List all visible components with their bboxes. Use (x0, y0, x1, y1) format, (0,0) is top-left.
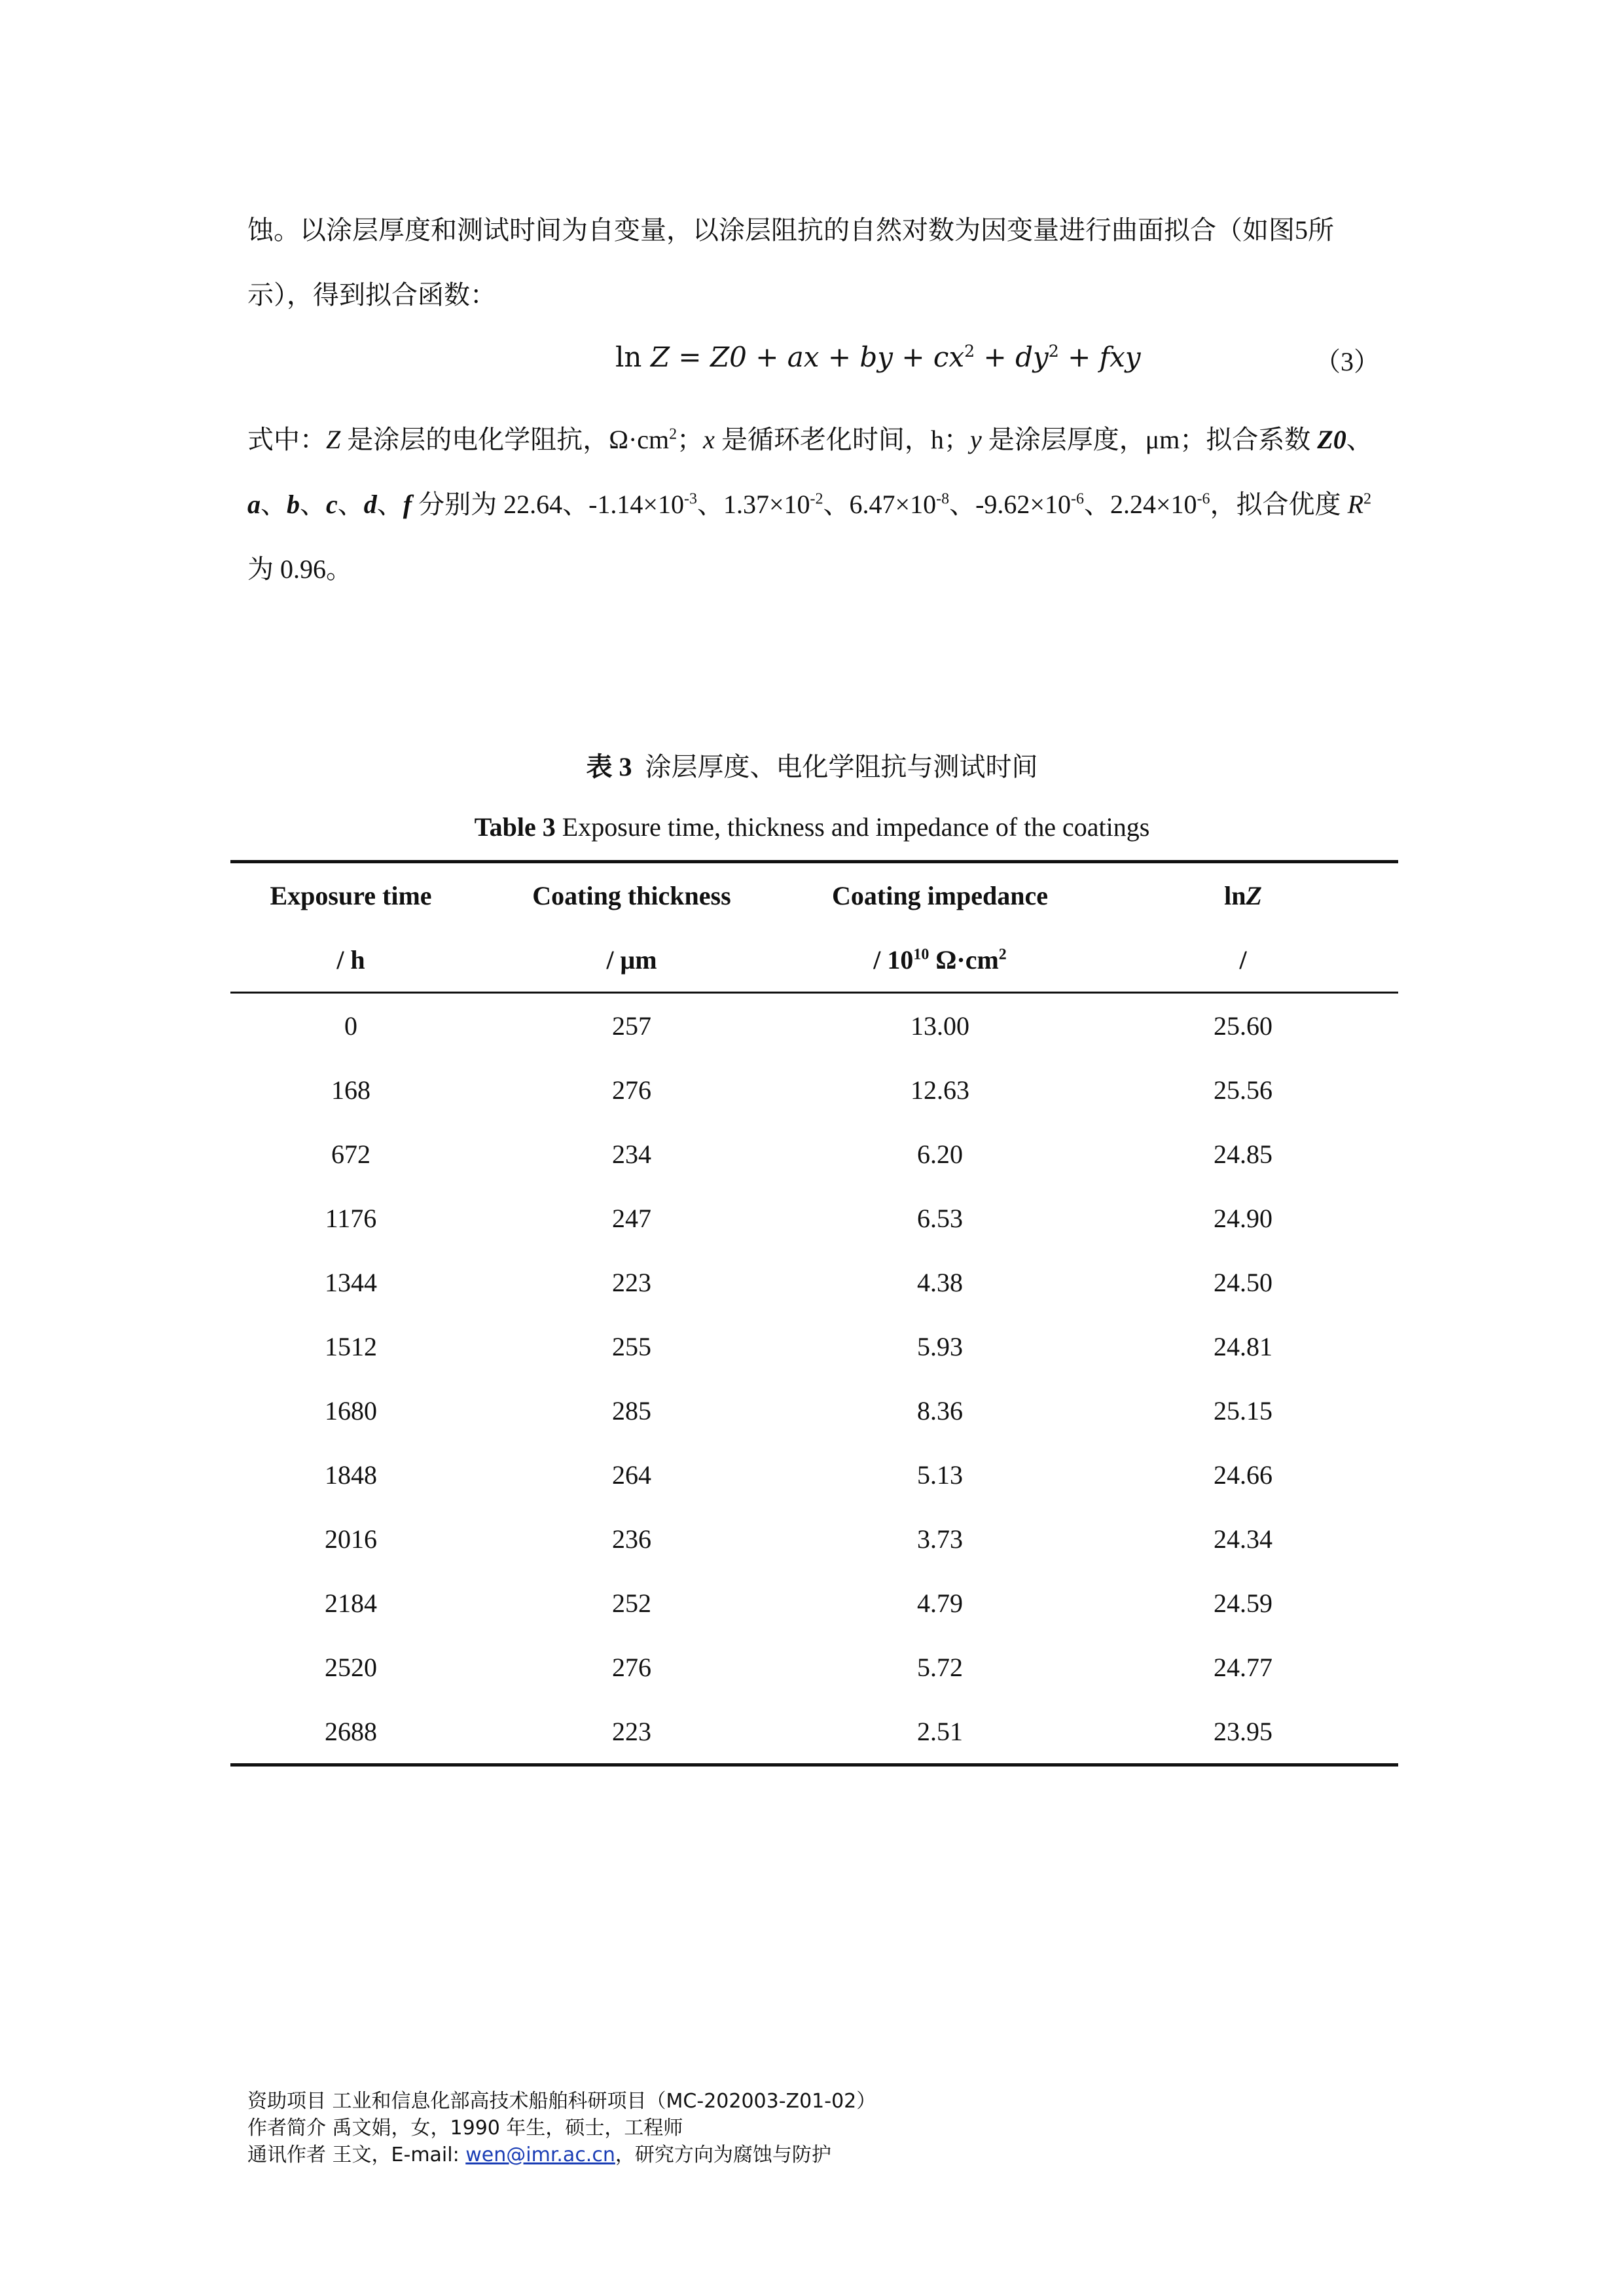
exp-4: -6 (1071, 490, 1084, 508)
eq-equals: = (670, 341, 710, 373)
eq-ax: ax (787, 341, 820, 373)
def-text-12: 为 0.96。 (247, 554, 352, 584)
cell-impedance: 3.73 (917, 1524, 963, 1554)
header-lnz-z: Z (1246, 880, 1262, 910)
cell-impedance: 5.13 (917, 1460, 963, 1490)
unit-impedance-pre: / 10 (873, 944, 914, 975)
unit-hours: / h (230, 927, 471, 993)
cell-impedance: 13.00 (911, 1011, 969, 1041)
table-row (230, 1314, 1398, 1378)
footnote-correspondence-text: 通讯作者 王文，E-mail: (247, 2144, 466, 2166)
footnotes (247, 2088, 876, 2168)
eq-plus-2: + (819, 341, 860, 373)
table-caption-cn-label: 表 3 (586, 752, 632, 781)
coef-f: f (403, 490, 412, 519)
header-exposure-time: Exposure time (230, 862, 471, 928)
sep-5: 、 (376, 490, 403, 519)
cell-exposure-time: 1176 (325, 1203, 377, 1233)
equation-number: （3） (1314, 347, 1380, 376)
cell-exposure-time: 2688 (230, 1699, 471, 1765)
cell-impedance: 2.51 (792, 1699, 1088, 1765)
cell-lnz: 24.59 (1214, 1588, 1272, 1618)
def-y: y (969, 425, 982, 454)
def-z: Z (326, 425, 341, 454)
coef-a: a (247, 490, 261, 519)
unit-impedance-sup: 2 (998, 946, 1007, 963)
cell-lnz: 24.85 (1214, 1139, 1272, 1169)
table-caption-en-label: Table 3 (474, 812, 556, 842)
table-caption-en (0, 812, 1624, 842)
fit-equation (615, 341, 1141, 373)
eq-cx: cx (933, 341, 965, 373)
footnote-research-text: ，研究方向为腐蚀与防护 (615, 2144, 831, 2166)
cell-thickness: 276 (612, 1652, 651, 1682)
cell-thickness: 255 (612, 1331, 651, 1361)
cell-lnz: 25.15 (1214, 1395, 1272, 1426)
cell-impedance: 6.20 (917, 1139, 963, 1169)
cell-thickness: 264 (612, 1460, 651, 1490)
def-text-7: 、1.37×10 (696, 490, 810, 519)
cell-thickness: 276 (612, 1075, 651, 1105)
sep-3: 、 (300, 490, 326, 519)
sep-1: 、 (1346, 425, 1373, 454)
cell-exposure-time: 168 (331, 1075, 370, 1105)
table-caption-cn (0, 746, 1624, 783)
email-link[interactable]: wen@imr.ac.cn (465, 2144, 615, 2166)
def-text-3: ； (677, 425, 704, 454)
def-text-4: 是循环老化时间，h； (714, 425, 970, 454)
cell-lnz: 25.60 (1214, 1011, 1272, 1041)
eq-z: Z (650, 341, 670, 373)
cell-exposure-time: 2520 (325, 1652, 377, 1682)
table-body (230, 993, 1398, 1765)
paragraph-intro: 蚀。以涂层厚度和测试时间为自变量，以涂层阻抗的自然对数为因变量进行曲面拟合（如图5所示），得到拟合函数： (247, 215, 1334, 310)
table-row (230, 1507, 1398, 1571)
cell-exposure-time: 0 (344, 1011, 357, 1041)
cell-exposure-time: 672 (331, 1139, 370, 1169)
sep-2: 、 (261, 490, 287, 519)
cell-lnz: 24.90 (1214, 1203, 1272, 1233)
def-text-11: ，拟合优度 (1210, 490, 1348, 519)
eq-plus-1: + (746, 341, 787, 373)
table-row (230, 1378, 1398, 1443)
cell-lnz: 24.34 (1214, 1524, 1272, 1554)
unit-impedance-post: Ω·cm (929, 944, 999, 975)
table-row (230, 1571, 1398, 1635)
table-row (230, 1122, 1398, 1186)
eq-dy-exp: 2 (1048, 342, 1059, 361)
exp-1: -3 (683, 490, 697, 508)
cell-lnz: 24.77 (1214, 1652, 1272, 1682)
table-units-row (230, 927, 1398, 993)
coef-d: d (363, 490, 377, 519)
footnote-funding: 资助项目 工业和信息化部高技术船舶科研项目（MC-202003-Z01-02） (247, 2090, 876, 2113)
def-text-10: 、2.24×10 (1084, 490, 1197, 519)
def-r-sup: 2 (1363, 490, 1371, 508)
header-lnz (1088, 862, 1398, 928)
cell-thickness: 257 (612, 1011, 651, 1041)
cell-lnz: 23.95 (1088, 1699, 1398, 1765)
header-lnz-ln: ln (1224, 880, 1246, 910)
def-r: R (1347, 490, 1363, 519)
eq-ln: ln (615, 341, 642, 373)
def-text-2-sup: 2 (669, 425, 677, 443)
eq-by: by (859, 341, 893, 373)
table-caption-en-text: Exposure time, thickness and impedance of the coatings (555, 812, 1150, 842)
cell-impedance: 5.72 (917, 1652, 963, 1682)
cell-thickness: 236 (612, 1524, 651, 1554)
cell-exposure-time: 2184 (325, 1588, 377, 1618)
eq-plus-5: + (1058, 341, 1100, 373)
cell-lnz: 24.50 (1214, 1267, 1272, 1297)
def-text-2: 是涂层的电化学阻抗，Ω·cm (340, 425, 670, 454)
cell-impedance: 5.93 (917, 1331, 963, 1361)
data-table (230, 860, 1398, 1767)
table-row (230, 1250, 1398, 1314)
coef-b: b (287, 490, 300, 519)
cell-lnz: 24.81 (1214, 1331, 1272, 1361)
def-text-8: 、6.47×10 (823, 490, 937, 519)
def-x: x (703, 425, 715, 454)
header-coating-impedance: Coating impedance (792, 862, 1088, 928)
cell-exposure-time: 1512 (325, 1331, 377, 1361)
cell-exposure-time: 1848 (325, 1460, 377, 1490)
cell-thickness: 223 (612, 1267, 651, 1297)
table-header-row (230, 862, 1398, 928)
footnote-correspondence (247, 2142, 876, 2168)
footnote-author: 作者简介 禹文娟，女，1990 年生，硕士，工程师 (247, 2117, 683, 2140)
cell-impedance: 8.36 (917, 1395, 963, 1426)
table-row (230, 1699, 1398, 1765)
header-coating-thickness: Coating thickness (471, 862, 792, 928)
coef-c: c (326, 490, 338, 519)
sep-4: 、 (337, 490, 364, 519)
unit-impedance (792, 927, 1088, 993)
cell-impedance: 6.53 (917, 1203, 963, 1233)
eq-z0: Z0 (710, 341, 747, 373)
eq-fxy: fxy (1099, 341, 1141, 373)
table-row (230, 993, 1398, 1058)
cell-exposure-time: 2016 (325, 1524, 377, 1554)
cell-exposure-time: 1680 (325, 1395, 377, 1426)
eq-plus-3: + (893, 341, 933, 373)
cell-lnz: 25.56 (1214, 1075, 1272, 1105)
table-row (230, 1186, 1398, 1250)
cell-thickness: 285 (612, 1395, 651, 1426)
exp-3: -8 (936, 490, 950, 508)
def-text-9: 、-9.62×10 (949, 490, 1071, 519)
cell-impedance: 4.38 (917, 1267, 963, 1297)
unit-lnz: / (1088, 927, 1398, 993)
cell-exposure-time: 1344 (325, 1267, 377, 1297)
cell-impedance: 4.79 (917, 1588, 963, 1618)
cell-impedance: 12.63 (911, 1075, 969, 1105)
table-caption-cn-text: 涂层厚度、电化学阻抗与测试时间 (645, 752, 1038, 781)
exp-2: -2 (810, 490, 823, 508)
cell-lnz: 24.66 (1214, 1460, 1272, 1490)
cell-thickness: 252 (612, 1588, 651, 1618)
cell-thickness: 247 (612, 1203, 651, 1233)
eq-plus-4: + (975, 341, 1016, 373)
table-row (230, 1443, 1398, 1507)
table-row (230, 1635, 1398, 1699)
def-text-6: 分别为 22.64、-1.14×10 (412, 490, 684, 519)
table-row (230, 1058, 1398, 1122)
eq-cx-exp: 2 (964, 342, 975, 361)
unit-micrometers: / μm (471, 927, 792, 993)
coef-z0: Z0 (1317, 425, 1346, 454)
cell-thickness: 234 (612, 1139, 651, 1169)
cell-thickness: 223 (471, 1699, 792, 1765)
def-text-5: 是涂层厚度，μm；拟合系数 (981, 425, 1318, 454)
paragraph-definitions (247, 407, 1386, 601)
exp-5: -6 (1197, 490, 1210, 508)
eq-dy: dy (1015, 341, 1049, 373)
def-text-1: 式中： (247, 425, 326, 454)
unit-impedance-exp: 10 (913, 946, 929, 963)
